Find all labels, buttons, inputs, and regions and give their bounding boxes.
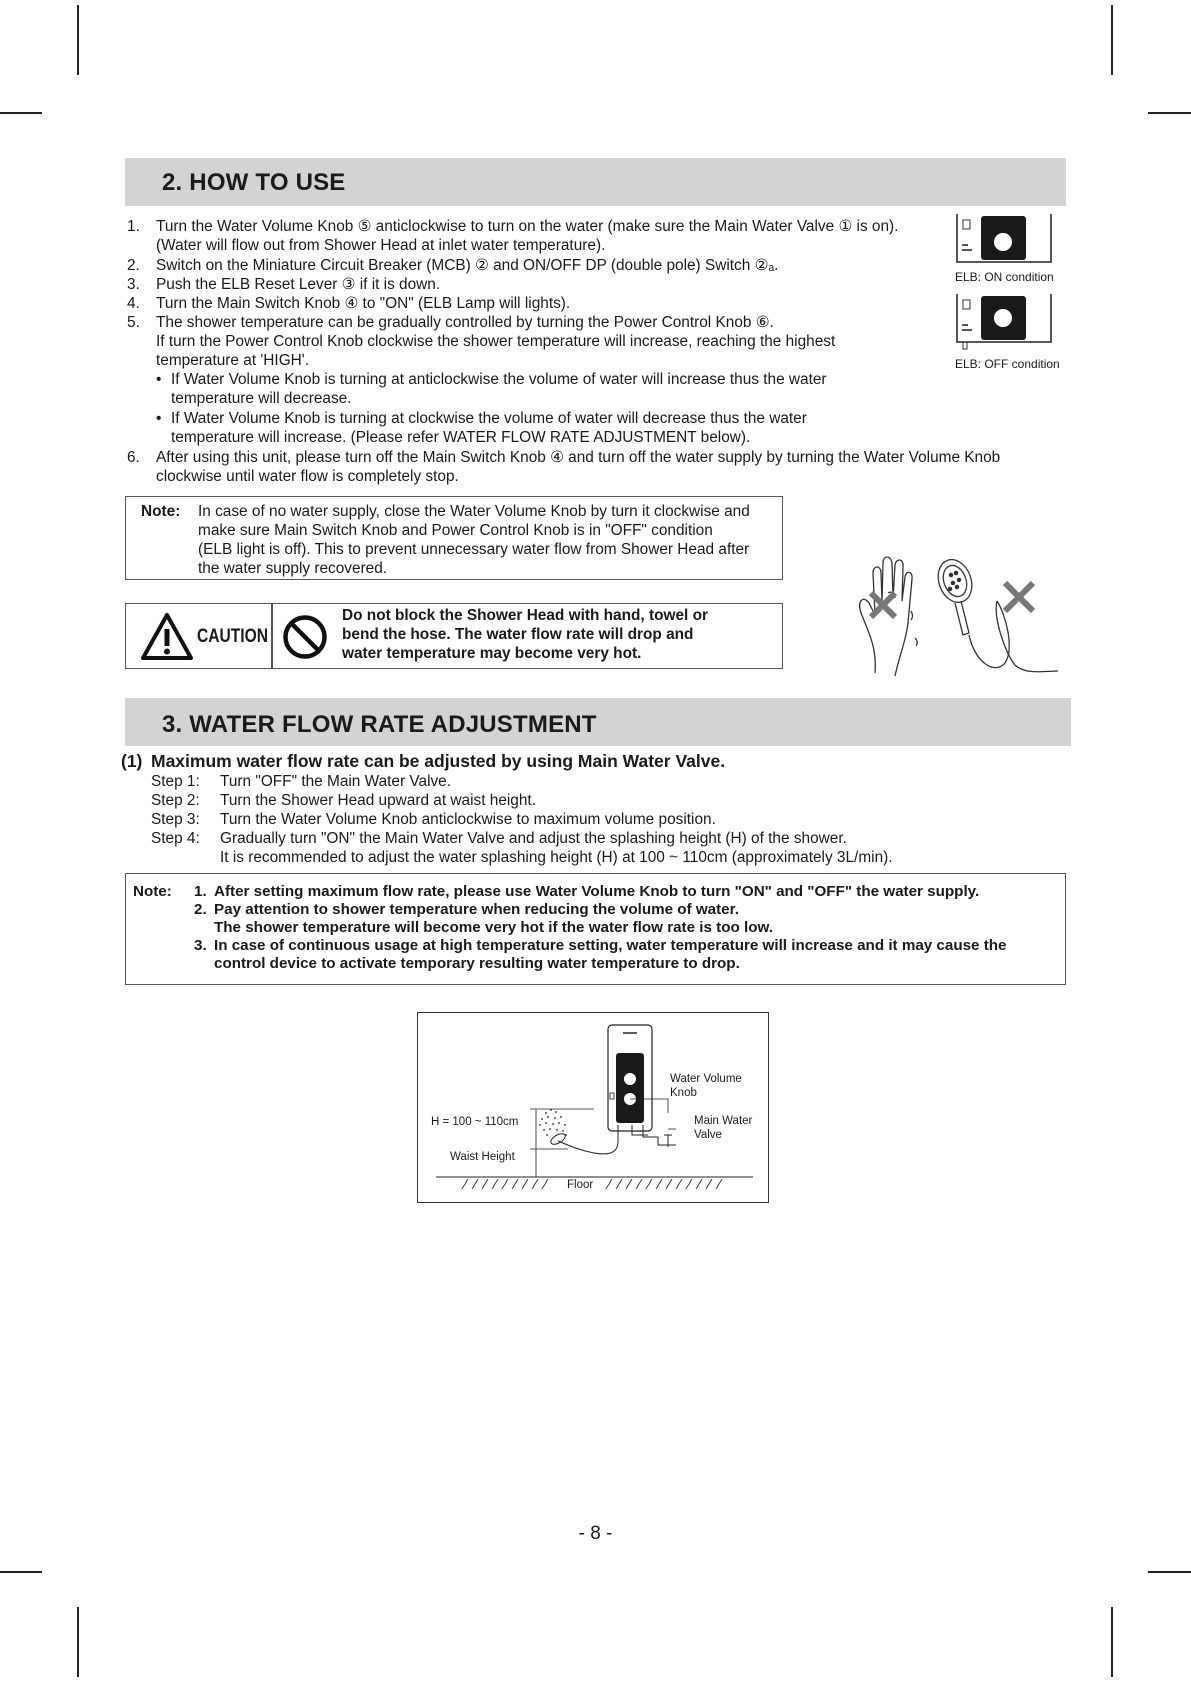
elb-off-illustration xyxy=(956,294,1052,352)
step-label: Step 2: xyxy=(151,792,200,809)
step-label: Step 4: xyxy=(151,830,200,847)
subsection-title: Maximum water flow rate can be adjusted by using Main Water Valve. xyxy=(151,751,726,771)
bullet-icon: • xyxy=(156,371,162,388)
item-number: 3. xyxy=(127,276,140,293)
elb-off-caption: ELB: OFF condition xyxy=(955,357,1060,371)
elb-on-caption: ELB: ON condition xyxy=(955,270,1054,284)
section-title: 3. WATER FLOW RATE ADJUSTMENT xyxy=(162,711,597,738)
item-text: temperature at 'HIGH'. xyxy=(156,352,309,369)
section-header-how-to-use xyxy=(125,158,1066,206)
note-label: Note: xyxy=(133,883,172,900)
item-number: 1. xyxy=(127,218,140,235)
note-text: The shower temperature will become very hot if the water flow rate is too low. xyxy=(214,919,773,936)
item-text: If turn the Power Control Knob clockwise the shower temperature will increase, reaching the highest xyxy=(156,333,836,350)
caution-label: CAUTION xyxy=(197,626,268,647)
page-number: - 8 - xyxy=(578,1523,613,1544)
caution-text: Do not block the Shower Head with hand, towel or xyxy=(342,607,708,624)
label-main-water-valve: Valve xyxy=(694,1129,722,1141)
note-text: control device to activate temporary resulting water temperature to drop. xyxy=(214,955,740,972)
caution-divider xyxy=(271,603,273,669)
bullet-text: If Water Volume Knob is turning at clockwise the volume of water will decrease thus the water xyxy=(171,410,807,427)
label-floor: Floor xyxy=(567,1179,594,1191)
step-text: Turn the Water Volume Knob anticlockwise to maximum volume position. xyxy=(220,811,716,828)
item-text: The shower temperature can be gradually controlled by turning the Power Control Knob ⑥. xyxy=(156,314,774,331)
label-water-volume-knob: Water Volume xyxy=(670,1073,742,1085)
crop-mark xyxy=(1148,1571,1191,1573)
elb-on-illustration xyxy=(956,214,1052,264)
bullet-text: temperature will increase. (Please refer WATER FLOW RATE ADJUSTMENT below). xyxy=(171,429,751,446)
step-label: Step 1: xyxy=(151,773,200,790)
section-title: 2. HOW TO USE xyxy=(162,169,346,196)
subsection-number: (1) xyxy=(121,751,143,771)
item-text: Switch on the Miniature Circuit Breaker (MCB) ② and ON/OFF DP (double pole) Switch ②ₐ. xyxy=(156,257,779,274)
note-text: After setting maximum flow rate, please use Water Volume Knob to turn "ON" and "OFF" the water supply. xyxy=(214,883,980,900)
caution-text: bend the hose. The water flow rate will drop and xyxy=(342,626,694,643)
note-text: make sure Main Switch Knob and Power Control Knob is in "OFF" condition xyxy=(198,522,713,539)
installation-diagram xyxy=(417,1012,769,1203)
label-main-water-valve: Main Water xyxy=(694,1115,753,1127)
item-text: Turn the Water Volume Knob ⑤ anticlockwise to turn on the water (make sure the Main Water Valve ① is on). xyxy=(156,218,899,235)
section-header-water-flow xyxy=(125,698,1071,746)
bullet-text: temperature will decrease. xyxy=(171,390,352,407)
blocked-shower-illustration xyxy=(855,553,1060,678)
note-text: (ELB light is off). This to prevent unnecessary water flow from Shower Head after xyxy=(198,541,750,558)
item-number: 6. xyxy=(127,449,140,466)
crop-mark xyxy=(1111,5,1113,75)
note-text: Pay attention to shower temperature when reducing the volume of water. xyxy=(214,901,739,918)
step-text: Turn the Shower Head upward at waist height. xyxy=(220,792,536,809)
warning-triangle-icon xyxy=(140,612,194,662)
item-number: 5. xyxy=(127,314,140,331)
label-water-volume-knob: Knob xyxy=(670,1087,697,1099)
prohibition-icon xyxy=(282,614,328,660)
note-number: 1. xyxy=(194,883,207,900)
step-text: Gradually turn "ON" the Main Water Valve and adjust the splashing height (H) of the shower. xyxy=(220,830,847,847)
item-text: (Water will flow out from Shower Head at inlet water temperature). xyxy=(156,237,606,254)
label-waist-height: Waist Height xyxy=(450,1151,515,1163)
note-label: Note: xyxy=(141,503,181,520)
note-number: 2. xyxy=(194,901,207,918)
item-text: Turn the Main Switch Knob ④ to "ON" (ELB Lamp will lights). xyxy=(156,295,571,312)
bullet-text: If Water Volume Knob is turning at anticlockwise the volume of water will increase thus the water xyxy=(171,371,827,388)
item-number: 4. xyxy=(127,295,140,312)
note-number: 3. xyxy=(194,937,207,954)
crop-mark xyxy=(77,1607,79,1677)
step-text: It is recommended to adjust the water splashing height (H) at 100 ~ 110cm (approximately 3L/min). xyxy=(220,849,893,866)
crop-mark xyxy=(1111,1607,1113,1677)
item-number: 2. xyxy=(127,257,140,274)
crop-mark xyxy=(77,5,79,75)
bullet-icon: • xyxy=(156,410,162,427)
caution-text: water temperature may become very hot. xyxy=(342,645,642,662)
note-text: In case of continuous usage at high temperature setting, water temperature will increase and it may cause the xyxy=(214,937,1007,954)
crop-mark xyxy=(1148,112,1191,114)
note-text: In case of no water supply, close the Water Volume Knob by turn it clockwise and xyxy=(198,503,750,520)
item-text: clockwise until water flow is completely stop. xyxy=(156,468,459,485)
step-text: Turn "OFF" the Main Water Valve. xyxy=(220,773,452,790)
item-text: After using this unit, please turn off the Main Switch Knob ④ and turn off the water supply by turning the Water Volume Knob xyxy=(156,449,1001,466)
note-text: the water supply recovered. xyxy=(198,560,388,577)
item-text: Push the ELB Reset Lever ③ if it is down. xyxy=(156,276,441,293)
step-label: Step 3: xyxy=(151,811,200,828)
crop-mark xyxy=(0,1571,42,1573)
label-h-height: H = 100 ~ 110cm xyxy=(431,1116,519,1128)
crop-mark xyxy=(0,112,42,114)
